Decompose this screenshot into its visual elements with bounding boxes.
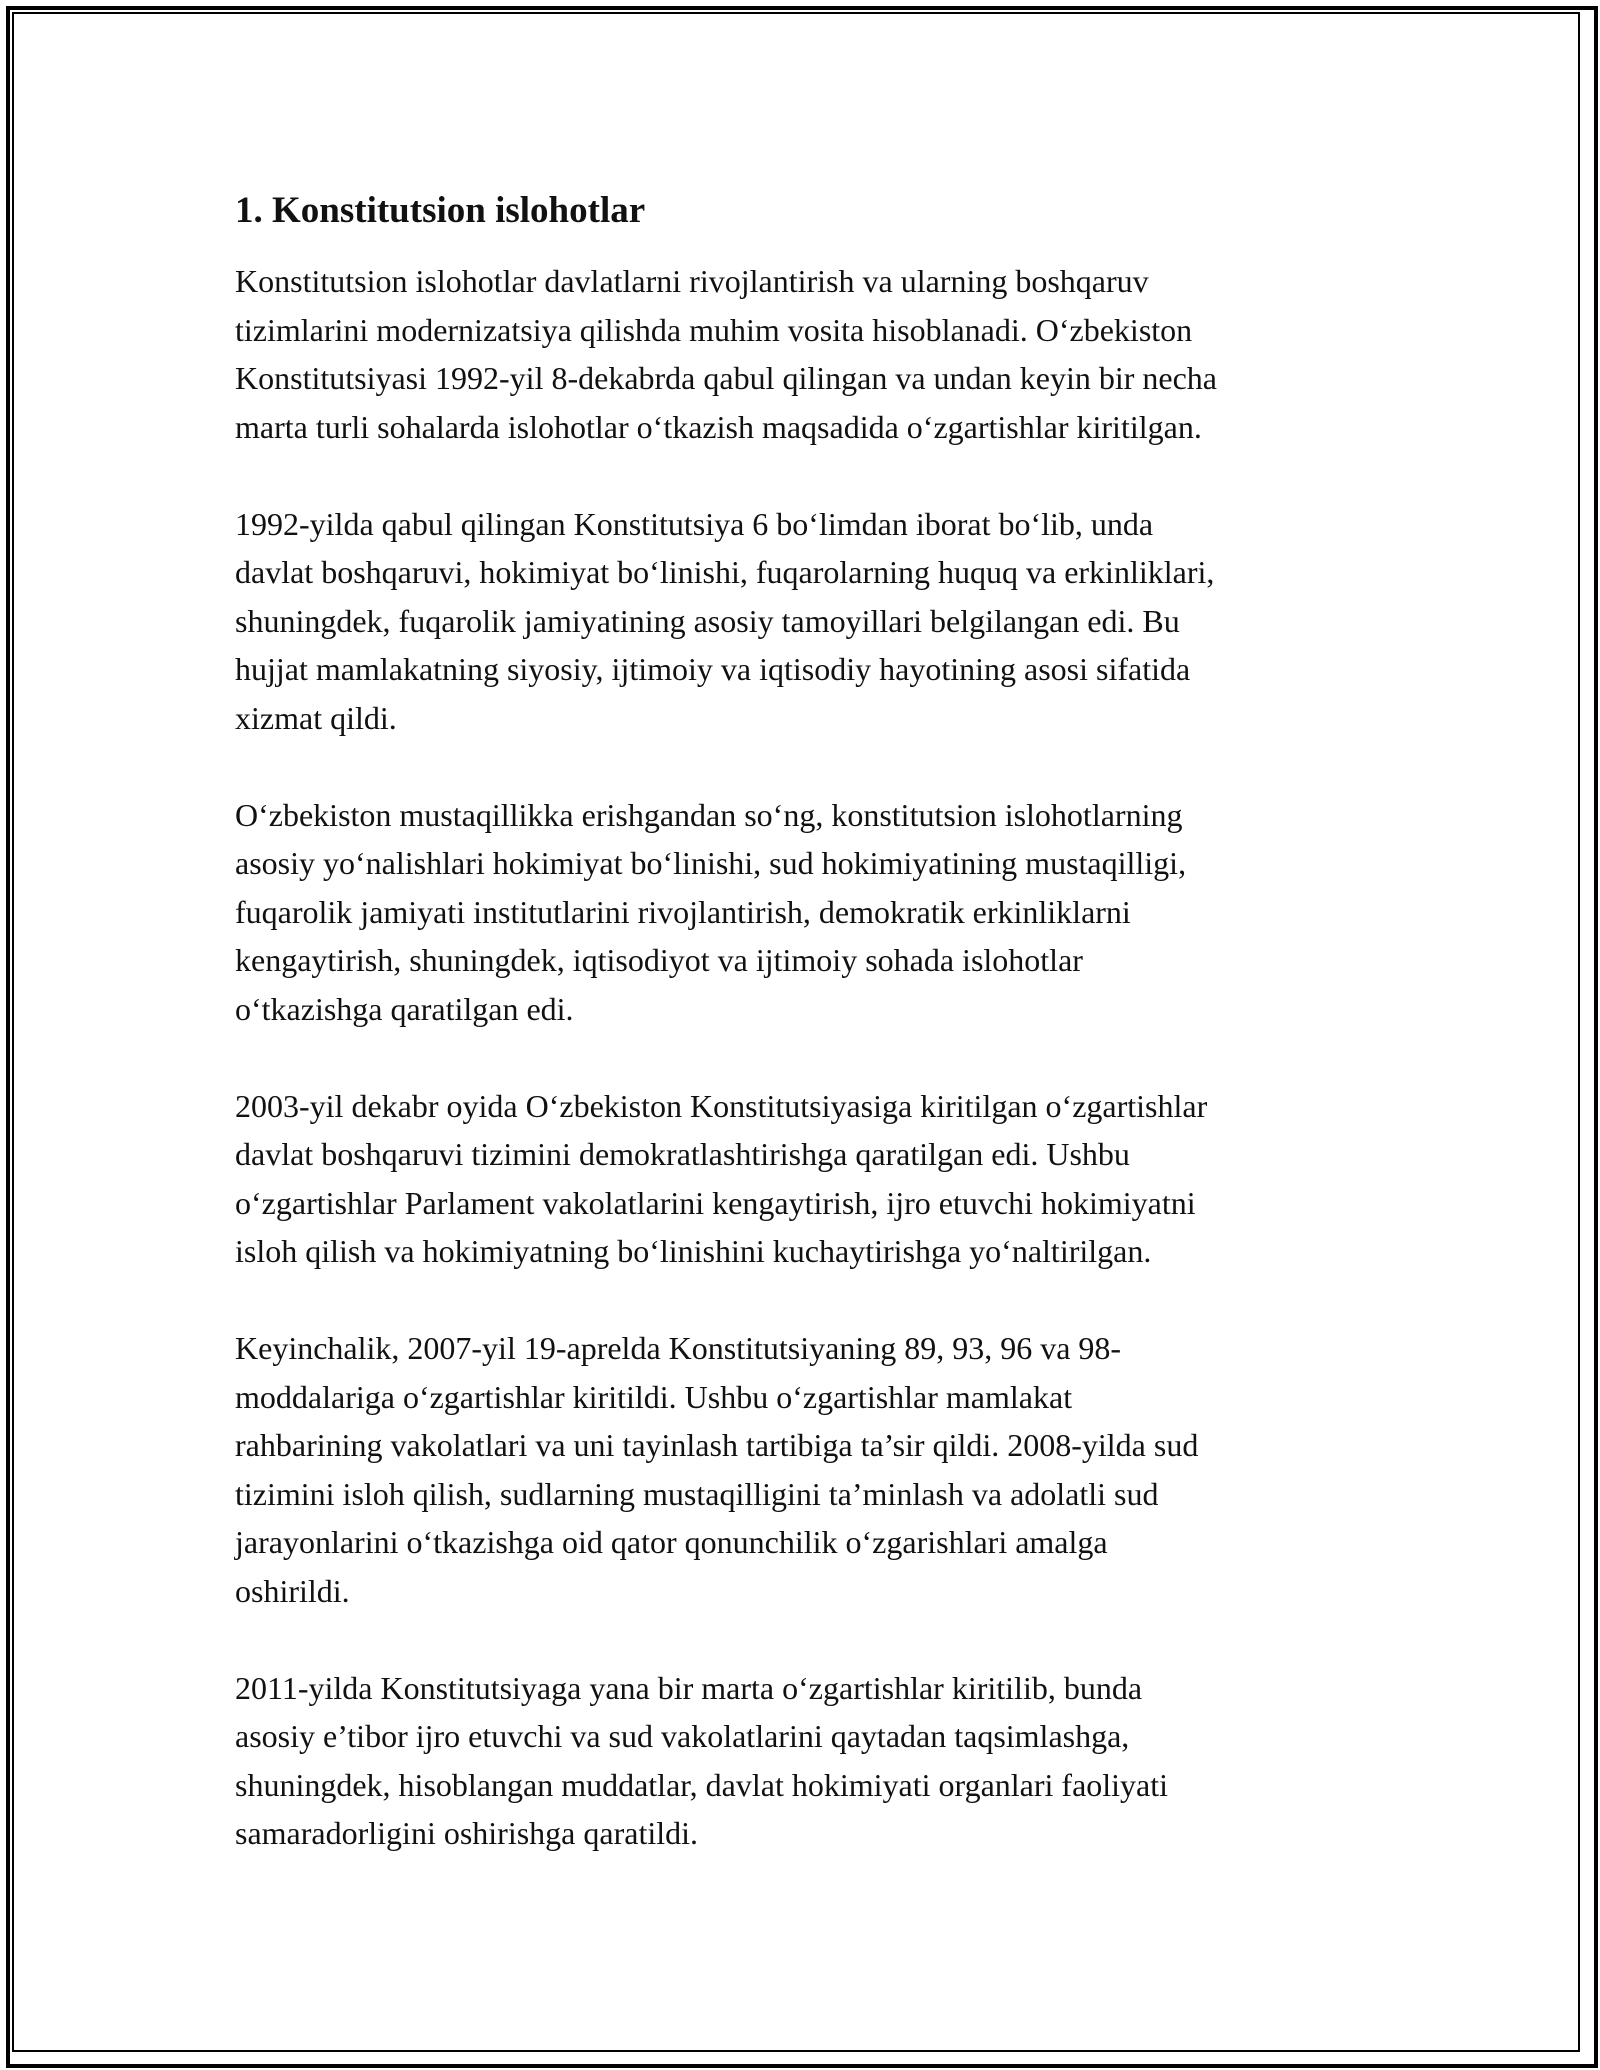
paragraph: 2003-yil dekabr oyida O‘zbekiston Konstitutsiyasiga kiritilgan o‘zgartishlar davlat boshqaruvi tizimini demokratlashtirishga qaratilgan edi. Ushbu o‘zgartishlar Parlament vakolatlarini kengaytirish, ijro etuvchi hokimiyatni isloh qilish va hokimiyatning bo‘linishini kuchaytirishga yo‘naltirilgan. [235, 1087, 1208, 1269]
paragraph: 1992-yilda qabul qilingan Konstitutsiya 6 bo‘limdan iborat bo‘lib, unda davlat boshqaruvi, hokimiyat bo‘linishi, fuqarolarning huquq va erkinliklari, shuningdek, fuqarolik jamiyatining asosiy tamoyillari belgilangan edi. Bu hujjat mamlakatning siyosiy, ijtimoiy va iqtisodiy hayotining asosi sifatida xizmat qildi. [235, 505, 1215, 736]
paragraph: O‘zbekiston mustaqillikka erishgandan so‘ng, konstitutsion islohotlarning asosiy yo‘nalishlari hokimiyat bo‘linishi, sud hokimiyatining mustaqilligi, fuqarolik jamiyati institutlarini rivojlantirish, demokratik erkinliklarni kengaytirish, shuningdek, iqtisodiyot va ijtimoiy sohada islohotlar o‘tkazishga qaratilgan edi. [235, 796, 1187, 1027]
document-body [235, 185, 1395, 1906]
paragraph: Keyinchalik, 2007-yil 19-aprelda Konstitutsiyaning 89, 93, 96 va 98- moddalariga o‘zgartishlar kiritildi. Ushbu o‘zgartishlar mamlakat rahbarining vakolatlari va uni tayinlash tartibiga ta’sir qildi. 2008-yilda sud tizimini isloh qilish, sudlarning mustaqilligini ta’minlash va adolatli sud jarayonlarini o‘tkazishga oid qator qonunchilik o‘zgarishlari amalga oshirildi. [235, 1330, 1199, 1609]
paragraph: Konstitutsion islohotlar davlatlarni rivojlantirish va ularning boshqaruv tizimlarini modernizatsiya qilishda muhim vosita hisoblanadi. O‘zbekiston Konstitutsiyasi 1992-yil 8-dekabrda qabul qilingan va undan keyin bir necha marta turli sohalarda islohotlar o‘tkazish maqsadida o‘zgartishlar kiritilgan. [235, 263, 1217, 445]
section-heading: 1. Konstitutsion islohotlar [235, 190, 646, 231]
paragraph: 2011-yilda Konstitutsiyaga yana bir marta o‘zgartishlar kiritilib, bunda asosiy e’tibor ijro etuvchi va sud vakolatlarini qaytadan taqsimlashga, shuningdek, hisoblangan muddatlar, davlat hokimiyati organlari faoliyati samaradorligini oshirishga qaratildi. [235, 1669, 1169, 1851]
